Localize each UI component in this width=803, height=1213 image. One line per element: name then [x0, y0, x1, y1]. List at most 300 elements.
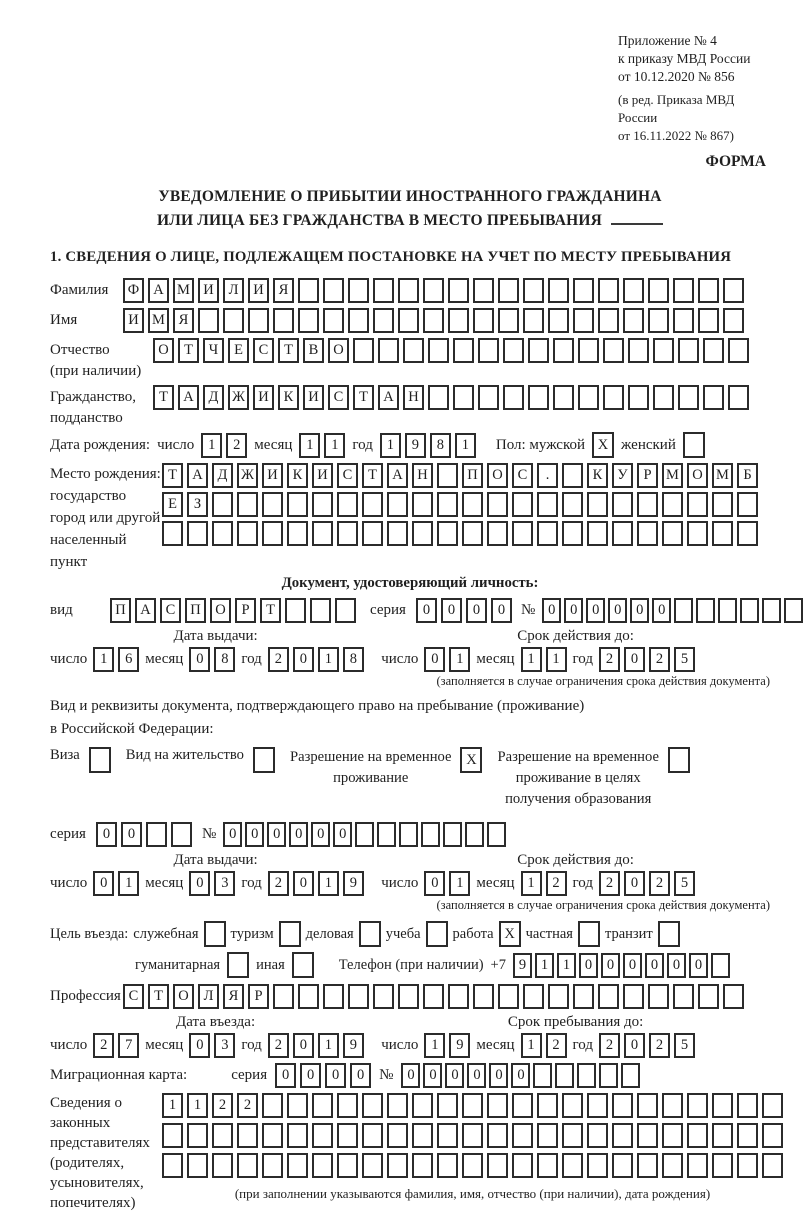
- char-cell[interactable]: И: [198, 278, 219, 303]
- char-cell[interactable]: И: [248, 278, 269, 303]
- char-cell[interactable]: [387, 492, 408, 517]
- char-cell[interactable]: 1: [521, 647, 542, 672]
- char-cell[interactable]: [162, 1123, 183, 1148]
- char-cell[interactable]: А: [387, 463, 408, 488]
- char-cell[interactable]: Д: [212, 463, 233, 488]
- char-cell[interactable]: [648, 308, 669, 333]
- char-cell[interactable]: 0: [564, 598, 583, 623]
- char-cell[interactable]: [337, 492, 358, 517]
- char-cell[interactable]: 0: [311, 822, 330, 847]
- char-cell[interactable]: [312, 1153, 333, 1178]
- char-cell[interactable]: 8: [430, 433, 451, 458]
- char-cell[interactable]: [310, 598, 331, 623]
- char-cell[interactable]: 0: [630, 598, 649, 623]
- char-cell[interactable]: [718, 598, 737, 623]
- char-cell[interactable]: 0: [267, 822, 286, 847]
- char-cell[interactable]: [612, 521, 633, 546]
- char-cell[interactable]: 0: [289, 822, 308, 847]
- char-cell[interactable]: .: [537, 463, 558, 488]
- char-cell[interactable]: [487, 1093, 508, 1118]
- char-cell[interactable]: 2: [268, 871, 289, 896]
- char-cell[interactable]: [523, 278, 544, 303]
- char-cell[interactable]: [612, 1153, 633, 1178]
- char-cell[interactable]: 0: [293, 647, 314, 672]
- char-cell[interactable]: [212, 1123, 233, 1148]
- char-cell[interactable]: [562, 521, 583, 546]
- char-cell[interactable]: [279, 921, 301, 947]
- char-cell[interactable]: [348, 984, 369, 1009]
- char-cell[interactable]: [387, 521, 408, 546]
- char-cell[interactable]: [187, 1123, 208, 1148]
- char-cell[interactable]: 5: [674, 647, 695, 672]
- char-cell[interactable]: [612, 492, 633, 517]
- char-cell[interactable]: 0: [223, 822, 242, 847]
- char-cell[interactable]: [711, 953, 730, 978]
- char-cell[interactable]: 0: [667, 953, 686, 978]
- char-cell[interactable]: [437, 463, 458, 488]
- char-cell[interactable]: 0: [189, 1033, 210, 1058]
- char-cell[interactable]: [683, 432, 705, 458]
- char-cell[interactable]: [737, 1093, 758, 1118]
- char-cell[interactable]: 0: [624, 647, 645, 672]
- char-cell[interactable]: [537, 521, 558, 546]
- char-cell[interactable]: С: [160, 598, 181, 623]
- char-cell[interactable]: [537, 492, 558, 517]
- char-cell[interactable]: [287, 492, 308, 517]
- char-cell[interactable]: [237, 1153, 258, 1178]
- char-cell[interactable]: [473, 308, 494, 333]
- char-cell[interactable]: 8: [343, 647, 364, 672]
- char-cell[interactable]: Р: [248, 984, 269, 1009]
- char-cell[interactable]: М: [173, 278, 194, 303]
- char-cell[interactable]: [248, 308, 269, 333]
- char-cell[interactable]: [698, 308, 719, 333]
- char-cell[interactable]: [348, 278, 369, 303]
- char-cell[interactable]: И: [262, 463, 283, 488]
- char-cell[interactable]: [637, 492, 658, 517]
- char-cell[interactable]: [287, 1153, 308, 1178]
- char-cell[interactable]: [503, 385, 524, 410]
- char-cell[interactable]: Ч: [203, 338, 224, 363]
- char-cell[interactable]: Л: [223, 278, 244, 303]
- char-cell[interactable]: [287, 521, 308, 546]
- char-cell[interactable]: [487, 492, 508, 517]
- char-cell[interactable]: 0: [624, 1033, 645, 1058]
- char-cell[interactable]: [412, 521, 433, 546]
- char-cell[interactable]: О: [328, 338, 349, 363]
- char-cell[interactable]: [473, 984, 494, 1009]
- char-cell[interactable]: [703, 385, 724, 410]
- char-cell[interactable]: [162, 1153, 183, 1178]
- char-cell[interactable]: Т: [178, 338, 199, 363]
- char-cell[interactable]: [187, 521, 208, 546]
- char-cell[interactable]: [428, 385, 449, 410]
- char-cell[interactable]: [298, 984, 319, 1009]
- char-cell[interactable]: 1: [521, 1033, 542, 1058]
- char-cell[interactable]: С: [253, 338, 274, 363]
- char-cell[interactable]: [287, 1123, 308, 1148]
- char-cell[interactable]: X: [460, 747, 482, 773]
- char-cell[interactable]: [599, 1063, 618, 1088]
- char-cell[interactable]: [723, 278, 744, 303]
- char-cell[interactable]: И: [303, 385, 324, 410]
- char-cell[interactable]: [555, 1063, 574, 1088]
- char-cell[interactable]: [462, 1153, 483, 1178]
- char-cell[interactable]: [448, 984, 469, 1009]
- char-cell[interactable]: И: [123, 308, 144, 333]
- char-cell[interactable]: [223, 308, 244, 333]
- char-cell[interactable]: С: [337, 463, 358, 488]
- char-cell[interactable]: М: [712, 463, 733, 488]
- char-cell[interactable]: 1: [521, 871, 542, 896]
- char-cell[interactable]: [528, 385, 549, 410]
- char-cell[interactable]: [204, 921, 226, 947]
- char-cell[interactable]: 0: [401, 1063, 420, 1088]
- char-cell[interactable]: [637, 1123, 658, 1148]
- char-cell[interactable]: [712, 1123, 733, 1148]
- char-cell[interactable]: [262, 521, 283, 546]
- char-cell[interactable]: 1: [449, 871, 470, 896]
- char-cell[interactable]: [312, 1123, 333, 1148]
- char-cell[interactable]: [453, 338, 474, 363]
- char-cell[interactable]: 0: [467, 1063, 486, 1088]
- char-cell[interactable]: 0: [293, 1033, 314, 1058]
- char-cell[interactable]: П: [462, 463, 483, 488]
- char-cell[interactable]: 2: [649, 871, 670, 896]
- char-cell[interactable]: [428, 338, 449, 363]
- char-cell[interactable]: 5: [674, 871, 695, 896]
- char-cell[interactable]: [478, 338, 499, 363]
- char-cell[interactable]: М: [148, 308, 169, 333]
- char-cell[interactable]: 0: [623, 953, 642, 978]
- char-cell[interactable]: О: [153, 338, 174, 363]
- char-cell[interactable]: [533, 1063, 552, 1088]
- char-cell[interactable]: [762, 1123, 783, 1148]
- char-cell[interactable]: [612, 1123, 633, 1148]
- char-cell[interactable]: [398, 984, 419, 1009]
- char-cell[interactable]: [437, 1093, 458, 1118]
- char-cell[interactable]: [487, 1123, 508, 1148]
- char-cell[interactable]: [387, 1153, 408, 1178]
- char-cell[interactable]: [437, 1153, 458, 1178]
- char-cell[interactable]: 1: [299, 433, 320, 458]
- char-cell[interactable]: 2: [268, 1033, 289, 1058]
- char-cell[interactable]: 0: [300, 1063, 321, 1088]
- char-cell[interactable]: К: [278, 385, 299, 410]
- char-cell[interactable]: Е: [228, 338, 249, 363]
- char-cell[interactable]: З: [187, 492, 208, 517]
- char-cell[interactable]: [462, 1123, 483, 1148]
- char-cell[interactable]: [512, 521, 533, 546]
- char-cell[interactable]: [373, 984, 394, 1009]
- char-cell[interactable]: 3: [214, 1033, 235, 1058]
- char-cell[interactable]: 0: [96, 822, 117, 847]
- char-cell[interactable]: [687, 492, 708, 517]
- char-cell[interactable]: [553, 385, 574, 410]
- char-cell[interactable]: [598, 984, 619, 1009]
- char-cell[interactable]: X: [592, 432, 614, 458]
- char-cell[interactable]: [662, 521, 683, 546]
- char-cell[interactable]: [387, 1093, 408, 1118]
- char-cell[interactable]: 2: [546, 1033, 567, 1058]
- char-cell[interactable]: [423, 984, 444, 1009]
- char-cell[interactable]: 0: [489, 1063, 508, 1088]
- char-cell[interactable]: X: [499, 921, 521, 947]
- char-cell[interactable]: И: [253, 385, 274, 410]
- char-cell[interactable]: [548, 278, 569, 303]
- char-cell[interactable]: [623, 278, 644, 303]
- char-cell[interactable]: 1: [318, 1033, 339, 1058]
- char-cell[interactable]: 0: [189, 871, 210, 896]
- char-cell[interactable]: 0: [93, 871, 114, 896]
- char-cell[interactable]: [628, 338, 649, 363]
- char-cell[interactable]: [737, 492, 758, 517]
- char-cell[interactable]: Т: [362, 463, 383, 488]
- char-cell[interactable]: [587, 492, 608, 517]
- char-cell[interactable]: Я: [223, 984, 244, 1009]
- char-cell[interactable]: [212, 521, 233, 546]
- char-cell[interactable]: С: [328, 385, 349, 410]
- char-cell[interactable]: [378, 338, 399, 363]
- char-cell[interactable]: [662, 1123, 683, 1148]
- char-cell[interactable]: [653, 338, 674, 363]
- char-cell[interactable]: М: [662, 463, 683, 488]
- char-cell[interactable]: [587, 521, 608, 546]
- char-cell[interactable]: А: [178, 385, 199, 410]
- char-cell[interactable]: [562, 492, 583, 517]
- char-cell[interactable]: [312, 492, 333, 517]
- char-cell[interactable]: Т: [278, 338, 299, 363]
- char-cell[interactable]: [312, 1093, 333, 1118]
- char-cell[interactable]: 0: [245, 822, 264, 847]
- char-cell[interactable]: О: [487, 463, 508, 488]
- char-cell[interactable]: [762, 598, 781, 623]
- char-cell[interactable]: [412, 1123, 433, 1148]
- char-cell[interactable]: [443, 822, 462, 847]
- char-cell[interactable]: 1: [535, 953, 554, 978]
- char-cell[interactable]: [498, 308, 519, 333]
- char-cell[interactable]: 8: [214, 647, 235, 672]
- char-cell[interactable]: [162, 521, 183, 546]
- char-cell[interactable]: [723, 308, 744, 333]
- char-cell[interactable]: [171, 822, 192, 847]
- char-cell[interactable]: [323, 984, 344, 1009]
- char-cell[interactable]: [587, 1123, 608, 1148]
- char-cell[interactable]: [687, 1153, 708, 1178]
- char-cell[interactable]: [398, 308, 419, 333]
- char-cell[interactable]: [359, 921, 381, 947]
- char-cell[interactable]: 1: [93, 647, 114, 672]
- char-cell[interactable]: [673, 308, 694, 333]
- char-cell[interactable]: Н: [412, 463, 433, 488]
- char-cell[interactable]: [548, 308, 569, 333]
- char-cell[interactable]: [473, 278, 494, 303]
- char-cell[interactable]: [637, 521, 658, 546]
- char-cell[interactable]: [362, 1153, 383, 1178]
- char-cell[interactable]: Н: [403, 385, 424, 410]
- char-cell[interactable]: [292, 952, 314, 978]
- char-cell[interactable]: [237, 521, 258, 546]
- char-cell[interactable]: [399, 822, 418, 847]
- char-cell[interactable]: [498, 278, 519, 303]
- char-cell[interactable]: [623, 308, 644, 333]
- char-cell[interactable]: 0: [333, 822, 352, 847]
- char-cell[interactable]: [537, 1153, 558, 1178]
- char-cell[interactable]: [398, 278, 419, 303]
- char-cell[interactable]: [377, 822, 396, 847]
- char-cell[interactable]: 1: [162, 1093, 183, 1118]
- char-cell[interactable]: [353, 338, 374, 363]
- char-cell[interactable]: [262, 492, 283, 517]
- char-cell[interactable]: 6: [118, 647, 139, 672]
- char-cell[interactable]: [387, 1123, 408, 1148]
- char-cell[interactable]: [237, 1123, 258, 1148]
- char-cell[interactable]: 0: [466, 598, 487, 623]
- char-cell[interactable]: [512, 492, 533, 517]
- char-cell[interactable]: [703, 338, 724, 363]
- char-cell[interactable]: А: [148, 278, 169, 303]
- char-cell[interactable]: 2: [546, 871, 567, 896]
- char-cell[interactable]: 0: [445, 1063, 464, 1088]
- char-cell[interactable]: [784, 598, 803, 623]
- char-cell[interactable]: [712, 1093, 733, 1118]
- char-cell[interactable]: [762, 1153, 783, 1178]
- char-cell[interactable]: [337, 521, 358, 546]
- char-cell[interactable]: А: [187, 463, 208, 488]
- char-cell[interactable]: [453, 385, 474, 410]
- char-cell[interactable]: [673, 278, 694, 303]
- char-cell[interactable]: [562, 1123, 583, 1148]
- char-cell[interactable]: [498, 984, 519, 1009]
- char-cell[interactable]: 2: [599, 647, 620, 672]
- char-cell[interactable]: [648, 278, 669, 303]
- char-cell[interactable]: [548, 984, 569, 1009]
- char-cell[interactable]: 9: [513, 953, 532, 978]
- char-cell[interactable]: 0: [325, 1063, 346, 1088]
- char-cell[interactable]: [421, 822, 440, 847]
- char-cell[interactable]: 2: [212, 1093, 233, 1118]
- char-cell[interactable]: К: [587, 463, 608, 488]
- char-cell[interactable]: [478, 385, 499, 410]
- char-cell[interactable]: А: [135, 598, 156, 623]
- char-cell[interactable]: [362, 521, 383, 546]
- char-cell[interactable]: [687, 1093, 708, 1118]
- char-cell[interactable]: [578, 338, 599, 363]
- char-cell[interactable]: 0: [608, 598, 627, 623]
- char-cell[interactable]: 2: [268, 647, 289, 672]
- char-cell[interactable]: 9: [405, 433, 426, 458]
- char-cell[interactable]: 0: [511, 1063, 530, 1088]
- char-cell[interactable]: Т: [260, 598, 281, 623]
- char-cell[interactable]: И: [312, 463, 333, 488]
- char-cell[interactable]: 1: [201, 433, 222, 458]
- char-cell[interactable]: 1: [380, 433, 401, 458]
- char-cell[interactable]: [355, 822, 374, 847]
- char-cell[interactable]: 1: [455, 433, 476, 458]
- char-cell[interactable]: 0: [652, 598, 671, 623]
- char-cell[interactable]: [623, 984, 644, 1009]
- char-cell[interactable]: 0: [586, 598, 605, 623]
- char-cell[interactable]: Т: [153, 385, 174, 410]
- char-cell[interactable]: [603, 338, 624, 363]
- char-cell[interactable]: [573, 278, 594, 303]
- char-cell[interactable]: О: [687, 463, 708, 488]
- char-cell[interactable]: Т: [148, 984, 169, 1009]
- char-cell[interactable]: [212, 492, 233, 517]
- char-cell[interactable]: У: [612, 463, 633, 488]
- char-cell[interactable]: [578, 921, 600, 947]
- char-cell[interactable]: [637, 1093, 658, 1118]
- char-cell[interactable]: [698, 984, 719, 1009]
- char-cell[interactable]: 1: [546, 647, 567, 672]
- char-cell[interactable]: О: [173, 984, 194, 1009]
- char-cell[interactable]: [696, 598, 715, 623]
- char-cell[interactable]: 2: [226, 433, 247, 458]
- char-cell[interactable]: Е: [162, 492, 183, 517]
- char-cell[interactable]: [212, 1153, 233, 1178]
- char-cell[interactable]: [298, 308, 319, 333]
- char-cell[interactable]: 9: [449, 1033, 470, 1058]
- char-cell[interactable]: Р: [235, 598, 256, 623]
- char-cell[interactable]: [373, 278, 394, 303]
- char-cell[interactable]: [628, 385, 649, 410]
- char-cell[interactable]: [273, 308, 294, 333]
- char-cell[interactable]: [612, 1093, 633, 1118]
- char-cell[interactable]: [662, 1093, 683, 1118]
- char-cell[interactable]: 0: [275, 1063, 296, 1088]
- char-cell[interactable]: [373, 308, 394, 333]
- char-cell[interactable]: [537, 1123, 558, 1148]
- char-cell[interactable]: [674, 598, 693, 623]
- char-cell[interactable]: П: [185, 598, 206, 623]
- char-cell[interactable]: [658, 921, 680, 947]
- char-cell[interactable]: Я: [173, 308, 194, 333]
- char-cell[interactable]: Т: [162, 463, 183, 488]
- char-cell[interactable]: [423, 278, 444, 303]
- char-cell[interactable]: [503, 338, 524, 363]
- char-cell[interactable]: [528, 338, 549, 363]
- char-cell[interactable]: Л: [198, 984, 219, 1009]
- char-cell[interactable]: [337, 1153, 358, 1178]
- char-cell[interactable]: [578, 385, 599, 410]
- char-cell[interactable]: [698, 278, 719, 303]
- char-cell[interactable]: 0: [542, 598, 561, 623]
- char-cell[interactable]: [512, 1123, 533, 1148]
- char-cell[interactable]: [523, 308, 544, 333]
- char-cell[interactable]: С: [512, 463, 533, 488]
- char-cell[interactable]: О: [210, 598, 231, 623]
- char-cell[interactable]: [737, 1153, 758, 1178]
- char-cell[interactable]: В: [303, 338, 324, 363]
- char-cell[interactable]: [187, 1153, 208, 1178]
- char-cell[interactable]: 2: [649, 1033, 670, 1058]
- char-cell[interactable]: 3: [214, 871, 235, 896]
- char-cell[interactable]: [362, 1093, 383, 1118]
- char-cell[interactable]: [562, 463, 583, 488]
- char-cell[interactable]: [487, 1153, 508, 1178]
- char-cell[interactable]: [262, 1153, 283, 1178]
- char-cell[interactable]: [426, 921, 448, 947]
- char-cell[interactable]: 0: [441, 598, 462, 623]
- char-cell[interactable]: [146, 822, 167, 847]
- char-cell[interactable]: [89, 747, 111, 773]
- char-cell[interactable]: 0: [293, 871, 314, 896]
- char-cell[interactable]: [573, 308, 594, 333]
- char-cell[interactable]: [362, 492, 383, 517]
- char-cell[interactable]: [237, 492, 258, 517]
- char-cell[interactable]: 2: [649, 647, 670, 672]
- char-cell[interactable]: [762, 1093, 783, 1118]
